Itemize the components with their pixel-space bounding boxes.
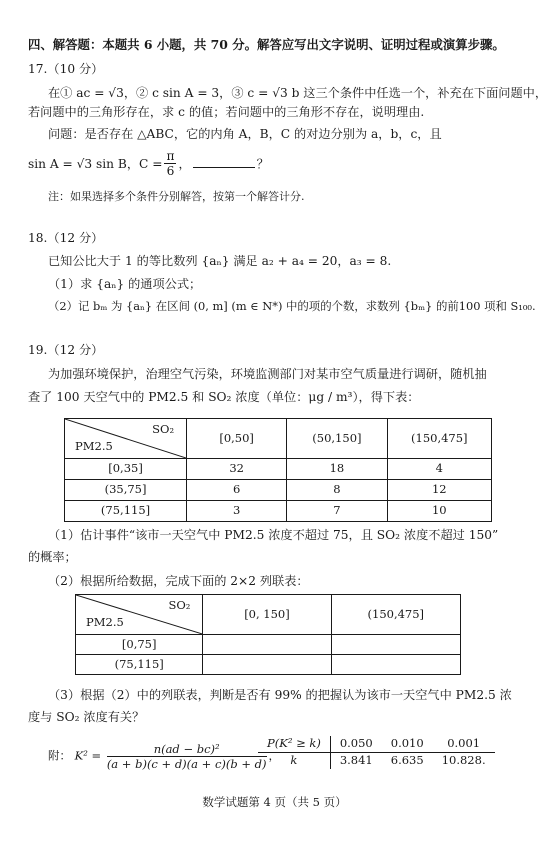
q17-line3: 问题：是否存在 △ABC，它的内角 A，B，C 的对边分别为 a，b，c，且 (48, 127, 442, 141)
q18-part1: （1）求 {aₙ} 的通项公式； (48, 277, 202, 291)
q18-number: 18.（12 分） (28, 231, 104, 245)
table-row (65, 501, 492, 522)
table-cell: 18 (287, 459, 387, 480)
q19-part3-a: （3）根据（2）中的列联表，判断是否有 99% 的把握认为该市一天空气中 PM2.5 浓 (48, 688, 512, 702)
critical-value-table (258, 736, 495, 769)
k-header: k (258, 752, 330, 768)
p-value: 0.050 (330, 736, 381, 752)
contingency-table (75, 594, 461, 675)
corner-so2-label: SO₂ (168, 598, 191, 612)
row-label: (75,115] (65, 501, 187, 522)
q19-part1-a: （1）估计事件“该市一天空气中 PM2.5 浓度不超过 75，且 SO₂ 浓度不超过 150” (48, 528, 499, 542)
table-cell: 4 (387, 459, 491, 480)
q19-part2: （2）根据所给数据，完成下面的 2×2 列联表： (48, 574, 309, 588)
q17-line4-c: ？ (256, 156, 269, 171)
fraction-denominator: (a + b)(c + d)(a + c)(b + d) (106, 756, 267, 771)
q17-line4-a: sin A = √3 sin B，C = (28, 156, 163, 171)
answer-blank (193, 157, 255, 168)
table-cell: 10 (387, 501, 491, 522)
corner-pm25-label: PM2.5 (86, 615, 124, 630)
table-cell: 7 (287, 501, 387, 522)
empty-cell (203, 635, 331, 655)
q18-line1: 已知公比大于 1 的等比数列 {aₙ} 满足 a₂ + a₄ = 20，a₃ = 8. (48, 254, 392, 268)
column-header: (150,475] (387, 419, 491, 459)
section-title: 四、解答题：本题共 6 小题，共 70 分。解答应写出文字说明、证明过程或演算步骤。 (28, 37, 505, 52)
fraction-numerator: π (166, 149, 175, 163)
table-cell: 8 (287, 480, 387, 501)
appendix-formula (48, 743, 280, 770)
table-corner-cell (65, 419, 187, 459)
formula-lhs: K² = (74, 748, 102, 763)
p-row (258, 736, 495, 752)
table-row (76, 635, 461, 655)
table-cell: 6 (187, 480, 287, 501)
q17-note: 注：如果选择多个条件分别解答，按第一个解答计分. (48, 190, 305, 203)
pm25-so2-table (64, 418, 492, 522)
row-label: (35,75] (65, 480, 187, 501)
empty-cell (331, 655, 460, 675)
k-row (258, 752, 495, 768)
row-label: [0,35] (65, 459, 187, 480)
table-header-row (65, 419, 492, 459)
q17-line2: 若问题中的三角形存在，求 c 的值；若问题中的三角形不存在，说明理由. (28, 105, 425, 119)
end-period: . (481, 752, 486, 767)
q19-part1-b: 的概率； (28, 550, 77, 564)
row-label: (75,115] (76, 655, 203, 675)
corner-so2-label: SO₂ (152, 422, 175, 436)
table-cell: 12 (387, 480, 491, 501)
pi-over-6-fraction (164, 150, 176, 179)
q17-line1: 在① ac = √3，② c sin A = 3，③ c = √3 b 这三个条件中任选一个，补充在下面问题中， (48, 86, 548, 100)
k-value: 3.841 (339, 752, 373, 767)
row-label: [0,75] (76, 635, 203, 655)
p-header: P(K² ≥ k) (258, 736, 330, 752)
k-value-text: 10.828 (441, 752, 482, 767)
q17-line4-b: ， (178, 156, 191, 171)
q17-number: 17.（10 分） (28, 62, 104, 76)
fraction-denominator: 6 (166, 164, 175, 179)
q19-line2: 查了 100 天空气中的 PM2.5 和 SO₂ 浓度（单位：μg / m³），得下表： (28, 390, 420, 404)
q19-line1: 为加强环境保护，治理空气污染，环境监测部门对某市空气质量进行调研，随机抽 (48, 367, 487, 381)
page-footer: 数学试题第 4 页（共 5 页） (202, 795, 347, 809)
k2-fraction (107, 743, 267, 770)
k-value (433, 752, 495, 768)
corner-pm25-label: PM2.5 (75, 439, 113, 454)
q17-line4 (28, 150, 269, 179)
table-cell: 32 (187, 459, 287, 480)
table-header-row (76, 595, 461, 635)
table-row (76, 655, 461, 675)
column-header: (150,475] (331, 595, 460, 635)
table-row (65, 480, 492, 501)
empty-cell (331, 635, 460, 655)
p-value: 0.001 (433, 736, 495, 752)
table-cell: 3 (187, 501, 287, 522)
formula-separator: ， (268, 748, 281, 763)
column-header: [0, 150] (203, 595, 331, 635)
column-header: (50,150] (287, 419, 387, 459)
empty-cell (203, 655, 331, 675)
appendix-label: 附： (48, 748, 71, 763)
k-value: 6.635 (390, 752, 424, 767)
table-row (65, 459, 492, 480)
q19-part3-b: 度与 SO₂ 浓度有关？ (28, 710, 145, 724)
q18-part2: （2）记 bₘ 为 {aₙ} 在区间 (0, m] (m ∈ N*) 中的项的个数，求数列 {bₘ} 的前100 项和 S₁₀₀. (48, 299, 536, 313)
p-value: 0.010 (382, 736, 433, 752)
fraction-numerator: n(ad − bc)² (107, 743, 267, 757)
table-corner-cell (76, 595, 203, 635)
q19-number: 19.（12 分） (28, 343, 104, 357)
column-header: [0,50] (187, 419, 287, 459)
